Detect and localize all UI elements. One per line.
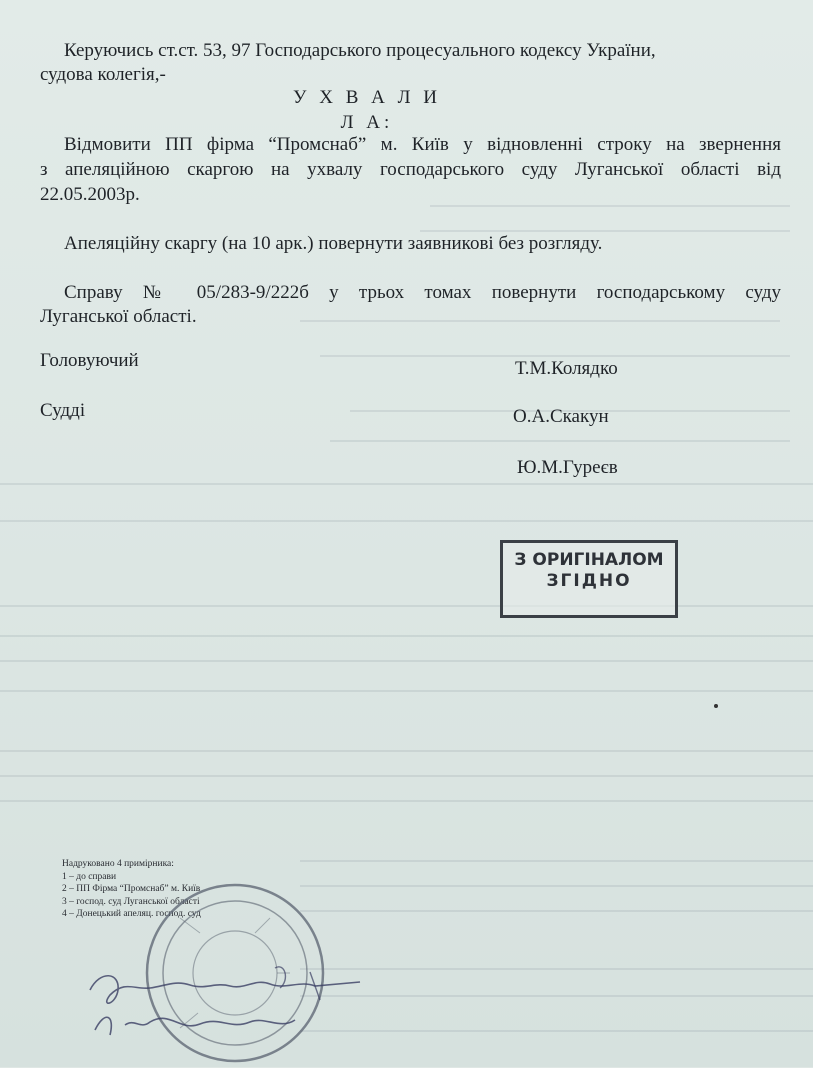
distribution-item: 4 – Донецький апеляц. господ. суд [62,909,201,919]
judges-label: Судді [40,400,86,421]
para1-line-1: Відмовити ПП фірма “Промснаб” м. Київ у відновленні строку на звернення [64,134,781,155]
para2: Апеляційну скаргу (на 10 арк.) повернути заявникові без розгляду. [64,233,603,254]
distribution-heading: Надруковано 4 примірника: [62,859,174,869]
distribution-item: 2 – ПП Фірма “Промснаб” м. Київ [62,884,201,894]
judge2-name: Ю.М.Гуреєв [517,457,618,478]
presiding-name: Т.М.Колядко [515,358,618,379]
stamp-line-1: З ОРИГІНАЛОМ [514,550,664,570]
judge1-name: О.А.Скакун [513,406,609,427]
handwritten-signature-icon [80,960,380,1050]
intro-line-1: Керуючись ст.ст. 53, 97 Господарського процесуального кодексу України, [64,40,656,61]
para1-line-2: з апеляційною скаргою на ухвалу господарського суду Луганської області від [40,159,781,180]
ink-dot [714,704,718,708]
intro-line-2: судова колегія,- [40,64,166,85]
ruling-heading: У Х В А Л И Л А: [293,87,441,133]
stamp-line-2: ЗГІДНО [546,571,632,591]
distribution-item: 1 – до справи [62,871,117,882]
certified-copy-stamp [500,540,678,618]
para1-line-3: 22.05.2003р. [40,184,140,205]
presiding-label: Головуючий [40,350,139,371]
distribution-item: 3 – господ. суд Луганської області [62,896,200,907]
para3-line-1: Справу № 05/283-9/222б у трьох томах повернути господарському суду [64,282,781,303]
para3-line-2: Луганської області. [40,306,197,327]
